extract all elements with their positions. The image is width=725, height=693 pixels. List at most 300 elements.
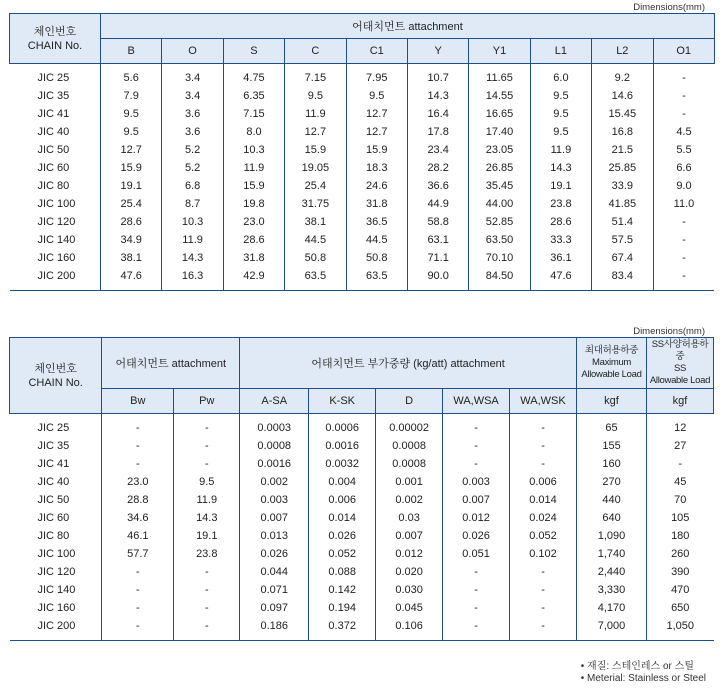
data-cell: - <box>102 437 174 455</box>
data-cell: 0.102 <box>510 545 577 563</box>
dimensions-label-2: Dimensions(mm) <box>633 326 705 337</box>
table-row <box>10 437 714 455</box>
chain-number-cell: JIC 60 <box>37 512 70 524</box>
data-cell: 36.6 <box>407 177 468 195</box>
data-cell: 15.9 <box>346 141 407 159</box>
data-cell: 63.5 <box>346 267 407 285</box>
data-cell: 11.9 <box>530 141 591 159</box>
data-cell: 640 <box>577 509 647 527</box>
column-header-wa-wsa: WA,WSA <box>443 389 510 414</box>
data-cell: - <box>653 69 714 87</box>
data-cell: 63.5 <box>285 267 346 285</box>
column-header-k-sk: K-SK <box>309 389 376 414</box>
data-cell: 0.106 <box>376 617 443 635</box>
data-cell: 19.8 <box>223 195 284 213</box>
data-cell: 0.007 <box>240 509 309 527</box>
data-cell: 6.8 <box>162 177 223 195</box>
data-cell: 0.002 <box>240 473 309 491</box>
chain-number-cell: JIC 200 <box>37 270 76 282</box>
chain-number-cell: JIC 80 <box>37 530 70 542</box>
data-cell: - <box>102 563 174 581</box>
data-cell: 14.3 <box>530 159 591 177</box>
column-header-d: D <box>376 389 443 414</box>
data-cell: 15.9 <box>223 177 284 195</box>
column-header-wa-wsk: WA,WSK <box>510 389 577 414</box>
data-cell: 11.0 <box>653 195 714 213</box>
chain-number-cell: JIC 35 <box>37 90 70 102</box>
data-cell: 0.0006 <box>309 419 376 437</box>
data-cell: 7.15 <box>223 105 284 123</box>
table-row <box>10 123 715 141</box>
chain-number-cell: JIC 25 <box>37 422 70 434</box>
attachment-group-header-2: 어태치먼트 attachment <box>102 338 240 389</box>
chain-number-cell: JIC 25 <box>37 72 70 84</box>
column-header-kgf: kgf <box>577 389 647 414</box>
data-cell: 28.8 <box>102 491 174 509</box>
data-cell: 47.6 <box>101 267 162 285</box>
data-cell: 9.0 <box>653 177 714 195</box>
data-cell: 41.85 <box>592 195 653 213</box>
data-cell: 63.1 <box>407 231 468 249</box>
data-cell: 19.1 <box>101 177 162 195</box>
data-cell: 19.1 <box>530 177 591 195</box>
data-cell: 28.2 <box>407 159 468 177</box>
data-cell: 390 <box>647 563 714 581</box>
data-cell: 38.1 <box>101 249 162 267</box>
data-cell: 9.5 <box>530 123 591 141</box>
data-cell: 3,330 <box>577 581 647 599</box>
chain-number-cell: JIC 41 <box>37 108 70 120</box>
chain-number-cell: JIC 200 <box>37 620 76 632</box>
data-cell: 9.5 <box>346 87 407 105</box>
data-cell: 31.75 <box>285 195 346 213</box>
data-cell: 31.8 <box>346 195 407 213</box>
data-cell: 12.7 <box>101 141 162 159</box>
data-cell: 5.5 <box>653 141 714 159</box>
data-cell: 23.4 <box>407 141 468 159</box>
data-cell: 155 <box>577 437 647 455</box>
data-cell: - <box>653 231 714 249</box>
data-cell: 16.65 <box>469 105 530 123</box>
data-cell: - <box>102 455 174 473</box>
data-cell: 50.8 <box>285 249 346 267</box>
data-cell: 9.5 <box>174 473 240 491</box>
data-cell: 44.9 <box>407 195 468 213</box>
data-cell: 51.4 <box>592 213 653 231</box>
data-cell: 0.044 <box>240 563 309 581</box>
ss-load-kr: SS사양허용하중 <box>651 339 709 362</box>
data-cell: - <box>653 249 714 267</box>
data-cell: 9.5 <box>101 105 162 123</box>
chain-number-cell: JIC 50 <box>37 144 70 156</box>
data-cell: 12.7 <box>346 105 407 123</box>
data-cell: 8.7 <box>162 195 223 213</box>
data-cell: 11.9 <box>162 231 223 249</box>
data-cell: 2,440 <box>577 563 647 581</box>
data-cell: 52.85 <box>469 213 530 231</box>
data-cell: 33.9 <box>592 177 653 195</box>
chain-number-cell: JIC 160 <box>37 602 76 614</box>
data-cell: 5.2 <box>162 141 223 159</box>
data-cell: - <box>443 599 510 617</box>
column-header-y1: Y1 <box>469 39 530 64</box>
table-row <box>10 419 714 437</box>
chain-number-cell: JIC 80 <box>37 180 70 192</box>
chain-no-header-en-2: CHAIN No. <box>28 376 83 389</box>
data-cell: 3.4 <box>162 87 223 105</box>
chain-number-cell: JIC 160 <box>37 252 76 264</box>
data-cell: 0.0008 <box>376 455 443 473</box>
data-cell: - <box>174 437 240 455</box>
data-cell: 58.8 <box>407 213 468 231</box>
data-cell: 18.3 <box>346 159 407 177</box>
data-cell: 8.0 <box>223 123 284 141</box>
data-cell: 0.006 <box>309 491 376 509</box>
data-cell: 10.7 <box>407 69 468 87</box>
data-cell: 0.0008 <box>376 437 443 455</box>
column-header-s: S <box>223 39 284 64</box>
chain-number-cell: JIC 35 <box>37 440 70 452</box>
data-cell: 0.014 <box>309 509 376 527</box>
data-cell: 34.9 <box>101 231 162 249</box>
table-row <box>10 141 715 159</box>
data-cell: 0.097 <box>240 599 309 617</box>
data-cell: 19.05 <box>285 159 346 177</box>
max-load-kr: 최대허용하중 <box>584 345 639 356</box>
attachment-weight-group-header: 어태치먼트 부가중량 (kg/att) attachment <box>240 338 577 389</box>
data-cell: - <box>653 87 714 105</box>
data-cell: 5.6 <box>101 69 162 87</box>
table-row <box>10 249 715 267</box>
data-cell: 67.4 <box>592 249 653 267</box>
table-row <box>10 105 715 123</box>
data-cell: 0.007 <box>376 527 443 545</box>
data-cell: - <box>653 267 714 285</box>
data-cell: 44.5 <box>285 231 346 249</box>
data-cell: 14.55 <box>469 87 530 105</box>
data-cell: 105 <box>647 509 714 527</box>
data-cell: 0.0016 <box>309 437 376 455</box>
data-cell: 45 <box>647 473 714 491</box>
chain-number-cell: JIC 40 <box>37 126 70 138</box>
data-cell: 47.6 <box>530 267 591 285</box>
chain-number-cell: JIC 40 <box>37 476 70 488</box>
data-cell: 70 <box>647 491 714 509</box>
data-cell: 0.186 <box>240 617 309 635</box>
data-cell: 0.142 <box>309 581 376 599</box>
chain-number-cell: JIC 140 <box>37 584 76 596</box>
data-cell: - <box>174 581 240 599</box>
data-cell: 650 <box>647 599 714 617</box>
data-cell: 90.0 <box>407 267 468 285</box>
data-cell: - <box>510 437 577 455</box>
data-cell: - <box>443 455 510 473</box>
data-cell: 0.00002 <box>376 419 443 437</box>
data-cell: 65 <box>577 419 647 437</box>
data-cell: 71.1 <box>407 249 468 267</box>
data-cell: 0.026 <box>309 527 376 545</box>
ss-load-en2: Allowable Load <box>649 375 711 386</box>
column-header-bw: Bw <box>102 389 174 414</box>
data-cell: 0.004 <box>309 473 376 491</box>
column-header-a-sa: A-SA <box>240 389 309 414</box>
attachment-group-header: 어태치먼트 attachment <box>101 14 715 39</box>
data-cell: 0.012 <box>376 545 443 563</box>
data-cell: - <box>102 599 174 617</box>
data-cell: - <box>510 455 577 473</box>
data-cell: 5.2 <box>162 159 223 177</box>
data-cell: 15.45 <box>592 105 653 123</box>
data-cell: 180 <box>647 527 714 545</box>
data-cell: 14.3 <box>162 249 223 267</box>
table-row <box>10 545 714 563</box>
data-cell: 1,740 <box>577 545 647 563</box>
column-header-y: Y <box>407 39 468 64</box>
data-cell: 6.6 <box>653 159 714 177</box>
table-row <box>10 267 715 285</box>
data-cell: 0.071 <box>240 581 309 599</box>
attachment-dimensions-table <box>9 13 715 291</box>
data-cell: 11.9 <box>285 105 346 123</box>
data-cell: 11.65 <box>469 69 530 87</box>
data-cell: 7.95 <box>346 69 407 87</box>
dimensions-label-1: Dimensions(mm) <box>633 2 705 13</box>
data-cell: 28.6 <box>223 231 284 249</box>
data-cell: - <box>174 563 240 581</box>
data-cell: 9.5 <box>285 87 346 105</box>
data-cell: 4.5 <box>653 123 714 141</box>
data-cell: 36.5 <box>346 213 407 231</box>
ss-allowable-load-header <box>647 338 714 389</box>
data-cell: 27 <box>647 437 714 455</box>
column-header-kgf: kgf <box>647 389 714 414</box>
data-cell: 44.00 <box>469 195 530 213</box>
table-row <box>10 87 715 105</box>
data-cell: 9.5 <box>101 123 162 141</box>
data-cell: 1,090 <box>577 527 647 545</box>
max-load-en1: Maximum <box>591 357 632 368</box>
data-cell: 10.3 <box>223 141 284 159</box>
data-cell: 260 <box>647 545 714 563</box>
data-cell: 12.7 <box>285 123 346 141</box>
table-row <box>10 581 714 599</box>
data-cell: - <box>102 419 174 437</box>
data-cell: 3.4 <box>162 69 223 87</box>
data-cell: 0.0008 <box>240 437 309 455</box>
data-cell: 9.5 <box>530 105 591 123</box>
data-cell: 11.9 <box>174 491 240 509</box>
column-header-l1: L1 <box>530 39 591 64</box>
data-cell: 28.6 <box>530 213 591 231</box>
data-cell: 46.1 <box>102 527 174 545</box>
column-header-b: B <box>101 39 162 64</box>
data-cell: 42.9 <box>223 267 284 285</box>
material-note-kr: • 재질: 스테인레스 or 스틸 <box>580 661 694 672</box>
data-cell: 6.35 <box>223 87 284 105</box>
column-header-o1: O1 <box>653 39 714 64</box>
data-cell: 7.9 <box>101 87 162 105</box>
table-row <box>10 491 714 509</box>
data-cell: 440 <box>577 491 647 509</box>
table-row <box>10 159 715 177</box>
data-cell: 9.5 <box>530 87 591 105</box>
data-cell: 36.1 <box>530 249 591 267</box>
data-cell: 0.012 <box>443 509 510 527</box>
data-cell: 34.6 <box>102 509 174 527</box>
data-cell: 0.0003 <box>240 419 309 437</box>
column-header-l2: L2 <box>592 39 653 64</box>
data-cell: 15.9 <box>101 159 162 177</box>
chain-number-cell: JIC 50 <box>37 494 70 506</box>
data-cell: 0.007 <box>443 491 510 509</box>
data-cell: 57.7 <box>102 545 174 563</box>
data-cell: 28.6 <box>101 213 162 231</box>
data-cell: 3.6 <box>162 123 223 141</box>
data-cell: 23.0 <box>102 473 174 491</box>
data-cell: 0.002 <box>376 491 443 509</box>
data-cell: - <box>510 599 577 617</box>
data-cell: 33.3 <box>530 231 591 249</box>
data-cell: - <box>510 617 577 635</box>
data-cell: 0.051 <box>443 545 510 563</box>
data-cell: 14.3 <box>407 87 468 105</box>
data-cell: 4.75 <box>223 69 284 87</box>
column-header-c: C <box>285 39 346 64</box>
data-cell: - <box>102 581 174 599</box>
data-cell: 23.8 <box>174 545 240 563</box>
data-cell: - <box>510 563 577 581</box>
data-cell: 12.7 <box>346 123 407 141</box>
table-row <box>10 599 714 617</box>
chain-number-cell: JIC 41 <box>37 458 70 470</box>
data-cell: 25.4 <box>101 195 162 213</box>
data-cell: 57.5 <box>592 231 653 249</box>
data-cell: 0.372 <box>309 617 376 635</box>
chain-number-cell: JIC 100 <box>37 198 76 210</box>
data-cell: 0.045 <box>376 599 443 617</box>
data-cell: 0.024 <box>510 509 577 527</box>
chain-no-header-kr-2: 체인번호 <box>34 362 77 375</box>
data-cell: - <box>174 419 240 437</box>
data-cell: 470 <box>647 581 714 599</box>
data-cell: 0.020 <box>376 563 443 581</box>
data-cell: 70.10 <box>469 249 530 267</box>
data-cell: 38.1 <box>285 213 346 231</box>
data-cell: 0.026 <box>443 527 510 545</box>
data-cell: 17.8 <box>407 123 468 141</box>
chain-number-cell: JIC 120 <box>37 216 76 228</box>
data-cell: - <box>510 419 577 437</box>
data-cell: 0.0016 <box>240 455 309 473</box>
data-cell: 4,170 <box>577 599 647 617</box>
attachment-weight-table <box>9 337 714 641</box>
data-cell: - <box>510 581 577 599</box>
column-header-o: O <box>162 39 223 64</box>
data-cell: 17.40 <box>469 123 530 141</box>
data-cell: 0.194 <box>309 599 376 617</box>
data-cell: 0.001 <box>376 473 443 491</box>
data-cell: 26.85 <box>469 159 530 177</box>
data-cell: 21.5 <box>592 141 653 159</box>
data-cell: - <box>443 437 510 455</box>
data-cell: 9.2 <box>592 69 653 87</box>
table-row <box>10 563 714 581</box>
table-row <box>10 69 715 87</box>
data-cell: 7.15 <box>285 69 346 87</box>
data-cell: 3.6 <box>162 105 223 123</box>
chain-no-header-en: CHAIN No. <box>27 39 83 52</box>
material-note-en: • Meterial: Stainless or Steel <box>580 673 706 684</box>
data-cell: 0.052 <box>510 527 577 545</box>
data-cell: 160 <box>577 455 647 473</box>
chain-number-cell: JIC 100 <box>37 548 76 560</box>
data-cell: 44.5 <box>346 231 407 249</box>
data-cell: - <box>443 563 510 581</box>
data-cell: 12 <box>647 419 714 437</box>
max-allowable-load-header <box>577 338 647 389</box>
column-header-c1: C1 <box>346 39 407 64</box>
table-row <box>10 509 714 527</box>
chain-no-header-kr: 체인번호 <box>33 25 77 38</box>
data-cell: - <box>174 617 240 635</box>
data-cell: 23.8 <box>530 195 591 213</box>
data-cell: 270 <box>577 473 647 491</box>
table-row <box>10 231 715 249</box>
data-cell: 0.03 <box>376 509 443 527</box>
data-cell: 0.030 <box>376 581 443 599</box>
data-cell: 16.4 <box>407 105 468 123</box>
data-cell: - <box>653 105 714 123</box>
data-cell: 14.3 <box>174 509 240 527</box>
data-cell: 0.013 <box>240 527 309 545</box>
data-cell: 11.9 <box>223 159 284 177</box>
data-cell: 50.8 <box>346 249 407 267</box>
data-cell: - <box>102 617 174 635</box>
data-cell: 23.05 <box>469 141 530 159</box>
table-row <box>10 177 715 195</box>
table-row <box>10 473 714 491</box>
table-row <box>10 195 715 213</box>
data-cell: - <box>647 455 714 473</box>
data-cell: 31.8 <box>223 249 284 267</box>
data-cell: 0.003 <box>240 491 309 509</box>
data-cell: 0.003 <box>443 473 510 491</box>
data-cell: - <box>174 599 240 617</box>
data-cell: 14.6 <box>592 87 653 105</box>
chain-no-header-2 <box>10 338 102 414</box>
data-cell: - <box>443 581 510 599</box>
chain-number-cell: JIC 120 <box>37 566 76 578</box>
data-cell: 10.3 <box>162 213 223 231</box>
data-cell: 83.4 <box>592 267 653 285</box>
data-cell: 19.1 <box>174 527 240 545</box>
chain-no-header <box>10 14 101 64</box>
data-cell: 1,050 <box>647 617 714 635</box>
data-cell: 0.014 <box>510 491 577 509</box>
data-cell: 63.50 <box>469 231 530 249</box>
data-cell: 16.8 <box>592 123 653 141</box>
data-cell: - <box>443 419 510 437</box>
column-header-pw: Pw <box>174 389 240 414</box>
table-row <box>10 617 714 635</box>
data-cell: 6.0 <box>530 69 591 87</box>
data-cell: 35.45 <box>469 177 530 195</box>
data-cell: 0.026 <box>240 545 309 563</box>
chain-number-cell: JIC 60 <box>37 162 70 174</box>
data-cell: 15.9 <box>285 141 346 159</box>
max-load-en2: Allowable Load <box>581 369 642 380</box>
data-cell: 0.088 <box>309 563 376 581</box>
